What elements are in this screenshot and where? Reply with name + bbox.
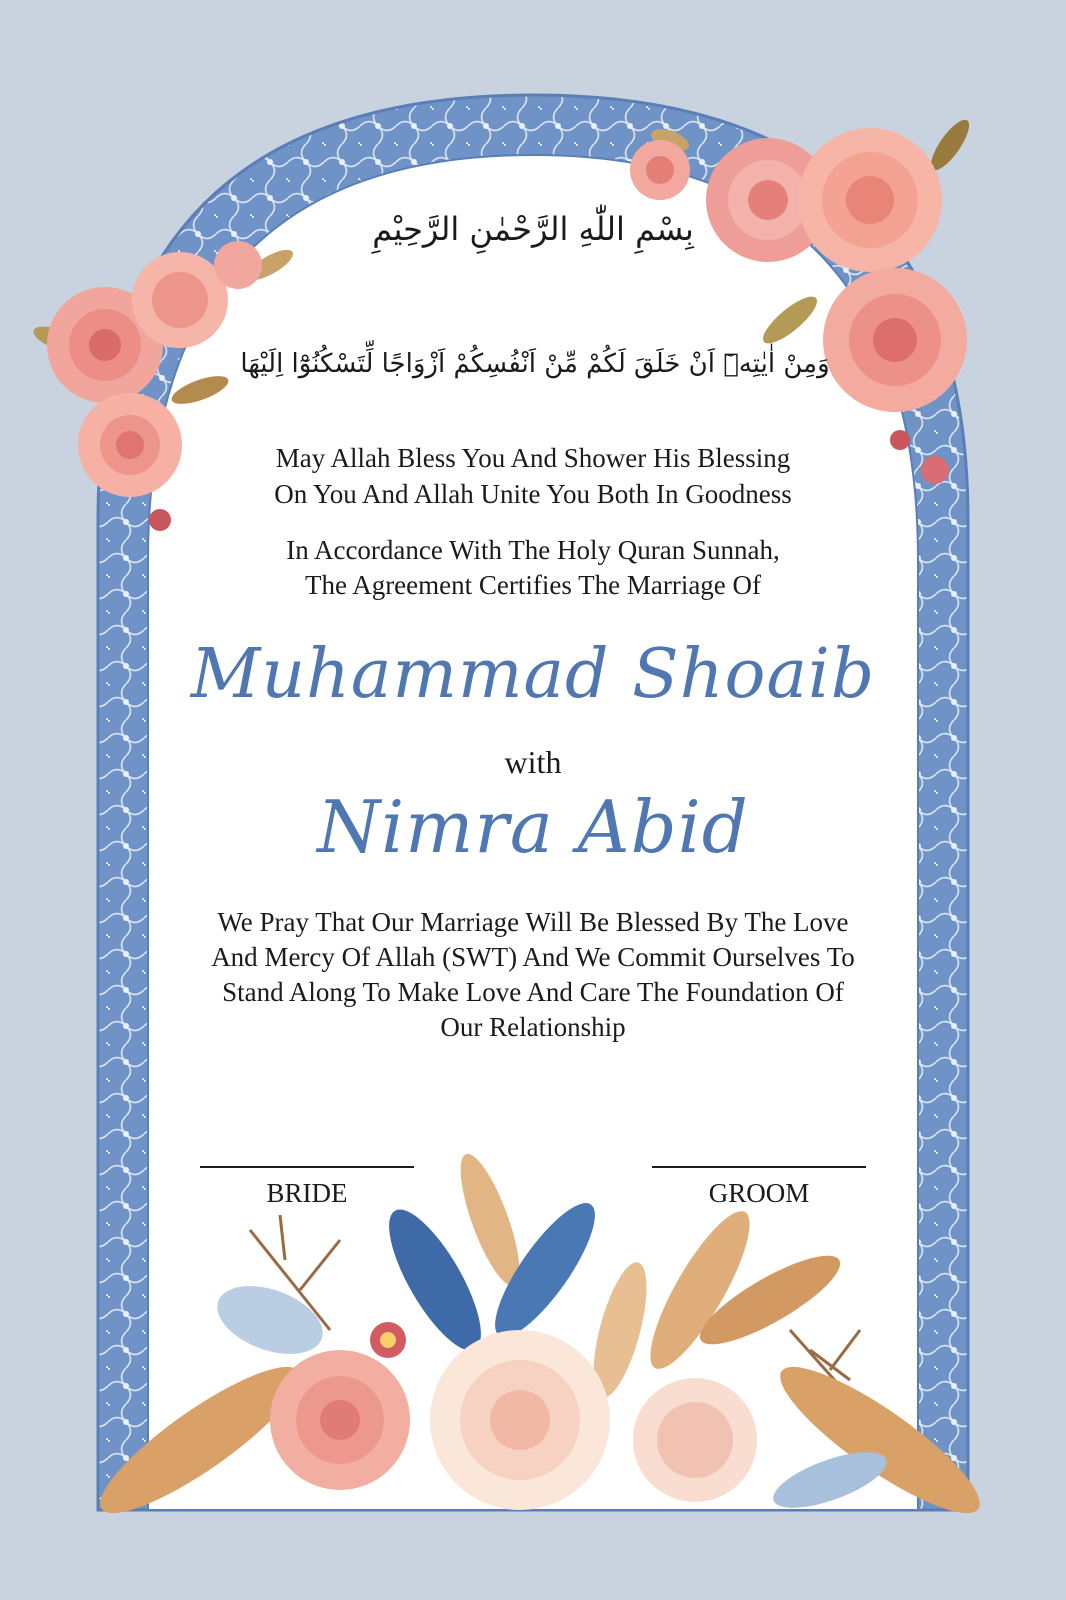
prayer-line-4: Our Relationship — [440, 1012, 626, 1042]
conjunction-with: with — [504, 744, 562, 780]
prayer-line-1: We Pray That Our Marriage Will Be Blessed By The Love — [217, 907, 849, 937]
basmala-calligraphy: بِسْمِ اللّٰهِ الرَّحْمٰنِ الرَّحِيْمِ — [372, 210, 694, 248]
blessing-line-2: On You And Allah Unite You Both In Goodness — [274, 479, 792, 509]
groom-label: GROOM — [708, 1178, 810, 1208]
accordance-line-1: In Accordance With The Holy Quran Sunnah, — [286, 535, 780, 565]
groom-name: Muhammad Shoaib — [190, 635, 876, 714]
accordance-line-2: The Agreement Certifies The Marriage Of — [304, 570, 762, 600]
groom-signature-line[interactable] — [652, 1166, 866, 1168]
prayer-line-3: Stand Along To Make Love And Care The Foundation Of — [222, 977, 844, 1007]
bride-name: Nimra Abid — [317, 785, 749, 869]
verse-calligraphy — [240, 300, 830, 420]
blessing-line-1: May Allah Bless You And Shower His Blessing — [275, 443, 791, 473]
verse-text: وَمِنْ اٰيٰتِهٖٓ اَنْ خَلَقَ لَكُمْ مِّنْ اَنْفُسِكُمْ اَزْوَاجًا لِّتَسْكُنُوْٓا اِلَيْهَا — [240, 349, 830, 379]
bride-signature-line[interactable] — [200, 1166, 414, 1168]
prayer-line-2: And Mercy Of Allah (SWT) And We Commit Ourselves To — [211, 942, 855, 972]
bride-label: BRIDE — [266, 1178, 348, 1208]
